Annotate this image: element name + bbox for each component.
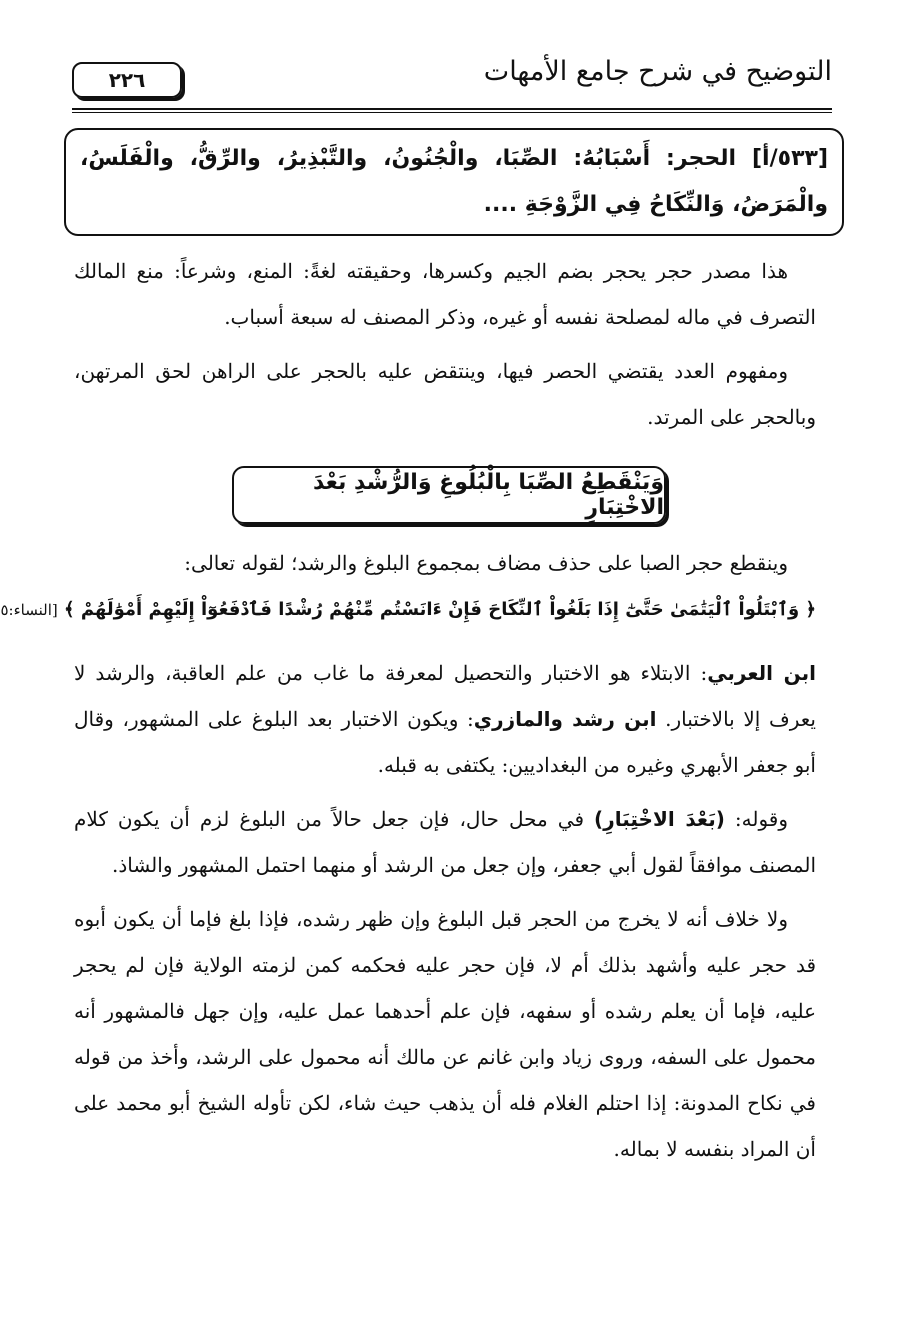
paragraph-definition: هذا مصدر حجر يحجر بضم الجيم وكسرها، وحقيقته لغةً: المنع، وشرعاً: منع المالك التصرف في ماله لمصلحة نفسه أو غيره، وذكر المصنف له سبعة أسباب. [74, 259, 816, 329]
commentary-block-2 [74, 540, 816, 586]
qawluhu-quote: (بَعْدَ الاخْتِبَارِ) [594, 807, 725, 831]
verse-reference: [النساء:٥ [0, 601, 58, 619]
matn-number: [٥٣٣/أ] [752, 146, 828, 171]
header-rule [72, 108, 832, 110]
ibn-arabi-text: : الابتلاء هو الاختبار والتحصيل لمعرفة ما غاب من علم العاقبة، والرشد لا يعرف إلا بالاختبار. [74, 661, 816, 731]
matn-text-box [64, 128, 844, 236]
qawluhu-prefix: وقوله: [724, 807, 788, 831]
scholar-name-ibn-rushd: ابن رشد والمازري [473, 707, 657, 731]
paragraph-intro-verse: وينقطع حجر الصبا على حذف مضاف بمجموع البلوغ والرشد؛ لقوله تعالى: [184, 551, 788, 575]
scholar-name-ibn-arabi: ابن العربي [707, 661, 816, 685]
paragraph-qawluhu [74, 796, 816, 888]
ibn-rushd-text: : ويكون الاختبار بعد البلوغ على المشهور، وقال أبو جعفر الأبهري وغيره من البغداديين: يكتفى به قبله. [74, 707, 816, 777]
matn-text: الحجر: أَسْبَابُهُ: الصِّبَا، والْجُنُونُ، والتَّبْذِيرُ، والرِّقُّ، والْفَلَسُ، والْمَرَضُ، وَالنِّكَاحُ فِي الزَّوْجَةِ .... [80, 146, 828, 217]
paragraph-number-concept: ومفهوم العدد يقتضي الحصر فيها، وينتقض عليه بالحجر على الراهن لحق المرتهن، وبالحجر على المرتد. [74, 359, 816, 429]
page-number: ٢٢٦ [72, 62, 182, 98]
commentary-block-3 [74, 650, 816, 1172]
quran-verse [0, 590, 816, 630]
qawluhu-rest: في محل حال، فإن جعل حالاً من البلوغ لزم أن يكون كلام المصنف موافقاً لقول أبي جعفر، وإن جعل من الرشد أو منهما احتمل المشهور والشاذ. [74, 807, 816, 877]
running-title: التوضيح في شرح جامع الأمهات [483, 56, 832, 87]
verse-text: ﴿ وَٱبْتَلُواْ ٱلْيَتَٰمَىٰ حَتَّىٰٓ إِذَا بَلَغُواْ ٱلنِّكَاحَ فَإِنْ ءَانَسْتُم مِّنْهُمْ رُشْدًا فَٱدْفَعُوٓاْ إِلَيْهِمْ أَمْوَٰلَهُمْ ﴾ [64, 599, 816, 620]
header-rule-thin [72, 112, 832, 113]
paragraph-no-dispute: ولا خلاف أنه لا يخرج من الحجر قبل البلوغ وإن ظهر رشده، فإذا بلغ فإما أن يكون أبوه قد حجر عليه وأشهد بذلك أم لا، فإن حجر عليه فحكمه كمن لزمته الولاية فإن لم يحجر عليه، فإما أن يعلم رشده أو سفهه، فإن علم أحدهما عمل عليه، وإن جهل فالمشهور أنه محمول على السفه، وروى زياد وابن غانم عن مالك أنه محمول على الرشد، وأخذ من قوله في نكاح المدونة: إذا احتلم الغلام فله أن يذهب حيث شاء، لكن تأوله الشيخ أبو محمد على أن المراد بنفسه لا بماله. [74, 907, 816, 1161]
page-header [72, 52, 832, 110]
paragraph-ibn-arabi [74, 650, 816, 788]
matn-text-box-2: وَيَنْقَطِعُ الصِّبَا بِالْبُلُوغِ وَالرُّشْدِ بَعْدَ الاخْتِبَارِ [232, 466, 666, 524]
commentary-block-1 [74, 248, 816, 440]
